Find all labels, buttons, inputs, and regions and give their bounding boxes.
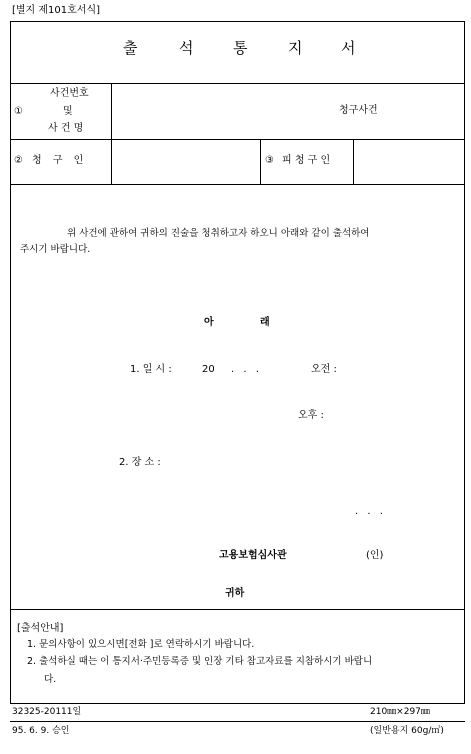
page-title xyxy=(11,40,463,60)
issue-date-dots: . . . xyxy=(355,506,383,517)
approval-date: 95. 6. 9. 승인 xyxy=(12,726,70,736)
body-line-1: 위 사건에 관하여 귀하의 진술을 청취하고자 하오니 아래와 같이 출석하여 xyxy=(67,228,370,239)
title-char-4: 지 xyxy=(288,39,303,57)
notice-heading: [출석안내] xyxy=(17,623,64,634)
paper-spec: (일반용지 60g/㎡) xyxy=(370,726,444,736)
notice-item-1: 1. 문의사항이 있으시면[전화 ]로 연락하시기 바랍니다. xyxy=(27,639,255,650)
rule-title-bottom xyxy=(10,83,465,84)
rule-notice-top xyxy=(10,609,465,610)
respondent-label: 피 청 구 인 xyxy=(282,155,331,166)
below-char-1: 아 xyxy=(204,317,214,328)
notice-item-2: 2. 출석하실 때는 이 통지서·주민등록증 및 인장 기타 참고자료를 지참하시기 바랍니 xyxy=(27,656,373,667)
rule-mid-col xyxy=(260,140,261,185)
case-name-label: 사 건 명 xyxy=(48,123,84,134)
and-label: 및 xyxy=(63,106,73,117)
am-label: 오전 : xyxy=(311,364,337,375)
row1-number: ① xyxy=(14,106,23,117)
title-char-2: 석 xyxy=(179,39,194,57)
rule-footer xyxy=(10,721,465,722)
seal-mark: (인) xyxy=(366,550,384,561)
row3-number: ③ xyxy=(265,155,274,166)
place-label: 2. 장 소 : xyxy=(119,457,161,468)
rule-label-col xyxy=(111,84,112,185)
body-line-2: 주시기 바랍니다. xyxy=(20,244,91,255)
pm-label: 오후 : xyxy=(298,410,324,421)
rule-row2-bottom xyxy=(10,184,465,185)
date-dots: . . . xyxy=(231,364,259,375)
title-char-1: 출 xyxy=(123,39,138,57)
paper-size: 210㎜×297㎜ xyxy=(370,707,430,717)
notice-item-2-cont: 다. xyxy=(44,674,57,685)
addressee-label: 귀하 xyxy=(225,588,245,599)
claimant-label: 청 구 인 xyxy=(32,155,84,166)
title-char-5: 서 xyxy=(341,39,356,57)
year-prefix: 20 xyxy=(202,364,215,375)
case-type-label: 청구사건 xyxy=(339,105,378,116)
rule-row1-bottom xyxy=(10,139,465,140)
form-code: 32325-20111일 xyxy=(12,707,82,717)
form-number-label: [별지 제101호서식] xyxy=(12,5,101,16)
below-char-2: 래 xyxy=(260,317,270,328)
row2-number: ② xyxy=(14,155,23,166)
case-number-label: 사건번호 xyxy=(50,88,89,99)
title-char-3: 통 xyxy=(233,39,248,57)
issuer-name: 고용보험심사관 xyxy=(219,550,287,561)
datetime-label: 1. 일 시 : xyxy=(130,364,172,375)
rule-right-col xyxy=(353,140,354,185)
